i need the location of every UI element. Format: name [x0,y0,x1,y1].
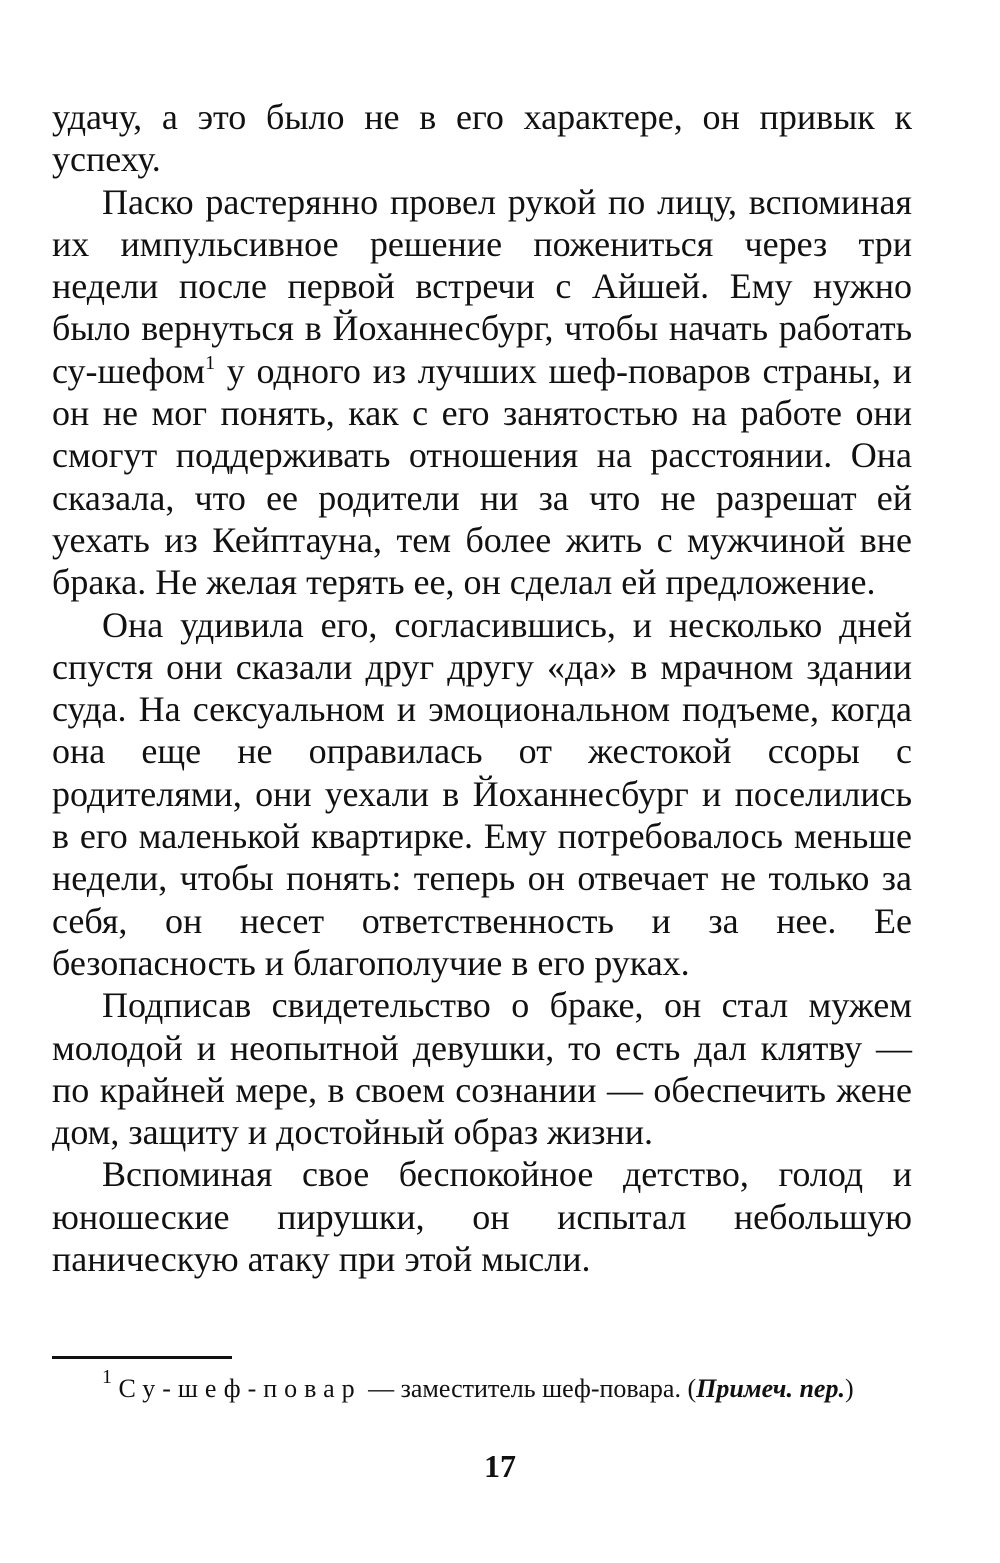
footnote-definition: заместитель шеф-повара. ( [400,1374,697,1403]
paragraph-text: Паско растерянно провел рукой по лицу, вспоминая их импульсивное решение пожениться через три недели после первой встречи с Айшей. Ему нужно было вернуться в Йоханнесбург, чтобы начать работать су-шефом [52,181,912,391]
footnote-translator-note: Примеч. пер. [696,1374,845,1403]
footnote-divider [52,1356,232,1359]
paragraph-with-footnote [52,181,912,604]
paragraph: Вспоминая свое беспокойное детство, голод и юношеские пирушки, он испытал небольшую паническую атаку при этой мысли. [52,1154,912,1280]
footnote [52,1366,918,1408]
footnote-closing: ) [844,1374,854,1403]
page-number: 17 [484,1448,516,1484]
paragraph: Подписав свидетельство о браке, он стал мужем молодой и неопытной девушки, то есть дал клятву — по крайней мере, в своем сознании — обеспечить жене дом, защиту и достойный образ жизни. [52,985,912,1153]
footnote-reference: 1 [205,351,216,374]
footnote-dash: — [361,1374,401,1403]
paragraph: удачу, а это было не в его характере, он привык к успеху. [52,97,912,180]
paragraph: Она удивила его, согласившись, и несколько дней спустя они сказали друг другу «да» в мрачном здании суда. На сексуальном и эмоциональном подъеме, когда она еще не оправилась от жестокой ссоры с родителями, они уехали в Йоханнесбург и поселились в его маленькой квартирке. Ему потребовалось меньше недели, чтобы понять: теперь он отвечает не только за себя, он несет ответственность и за нее. Ее безопасность и благополучие в его руках. [52,604,912,983]
body-text [52,96,912,1280]
footnote-term: Су-шеф-повар [118,1374,362,1403]
footnote-marker: 1 [102,1366,112,1388]
paragraph-text: у одного из лучших шеф-поваров страны, и он не мог понять, как с его занятостью на работе они смогут поддерживать отношения на расстоянии. Она сказала, что ее родители ни за что не разрешат ей уехать из Кейптауна, тем более жить с мужчиной вне брака. Не желая терять ее, он сделал ей предложение. [52,350,912,603]
